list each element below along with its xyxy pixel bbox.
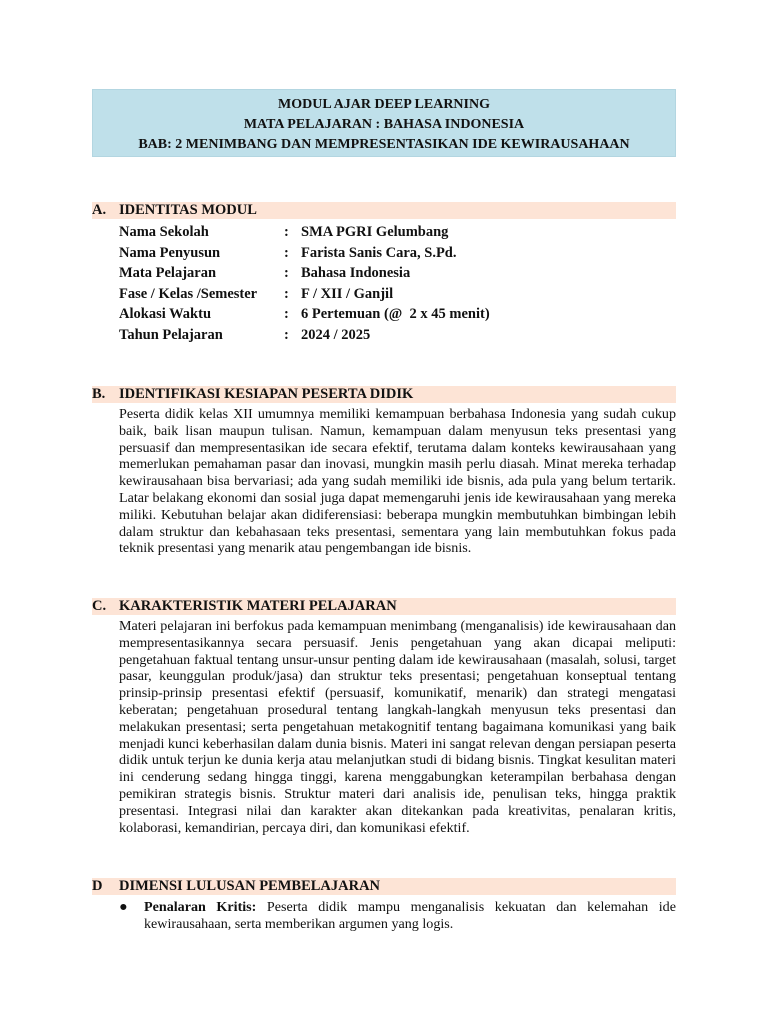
identity-colon: : [284, 326, 289, 343]
identity-value: Farista Sanis Cara, S.Pd. [301, 244, 457, 261]
section-b-letter: B. [92, 386, 106, 402]
identity-value: SMA PGRI Gelumbang [301, 224, 449, 240]
section-a-letter: A. [92, 202, 107, 218]
identity-label: Fase / Kelas /Semester [119, 285, 258, 302]
identity-table [119, 222, 676, 345]
identity-value: F / XII / Ganjil [301, 285, 394, 302]
title-line-chapter: BAB: 2 MENIMBANG DAN MEMPRESENTASIKAN IDE KEWIRAUSAHAAN [138, 137, 630, 152]
identity-row [119, 304, 676, 325]
section-a-heading [92, 202, 676, 219]
identity-label: Nama Penyusun [119, 244, 221, 261]
identity-colon: : [284, 285, 289, 302]
document-title-box [92, 89, 676, 157]
identity-value: 6 Pertemuan (@ 2 x 45 menit) [301, 306, 490, 322]
bullet-term: Penalaran Kritis: [144, 899, 257, 915]
section-d-title: DIMENSI LULUSAN PEMBELAJARAN [119, 878, 381, 894]
identity-value: Bahasa Indonesia [301, 265, 411, 281]
section-b-title: IDENTIFIKASI KESIAPAN PESERTA DIDIK [119, 386, 414, 402]
bullet-text [144, 899, 676, 933]
bullet-description: Peserta didik mampu menganalisis kekuatan dan kelemahan ide kewirausahaan, serta memberikan argumen yang logis. [144, 899, 676, 932]
section-b-heading [92, 386, 676, 403]
section-a-title: IDENTITAS MODUL [119, 202, 257, 218]
section-d-heading [92, 878, 676, 895]
identity-colon: : [284, 224, 289, 240]
title-line-subject: MATA PELAJARAN : BAHASA INDONESIA [243, 117, 525, 132]
section-c-letter: C. [92, 598, 107, 614]
section-b-body: Peserta didik kelas XII umumnya memiliki kemampuan berbahasa Indonesia yang sudah cukup baik, baik lisan maupun tulisan. Namun, kemampuan dalam menyusun teks presentasi yang persuasif dan mempresentasikan ide secara efektif, terutama dalam konteks kewirausahaan yang memerlukan pemahaman pasar dan inovasi, mungkin masih perlu diasah. Minat mereka terhadap kewirausahaan bisa bervariasi; ada yang sudah memiliki ide bisnis, ada pula yang belum tertarik. Latar belakang ekonomi dan sosial juga dapat memengaruhi jenis ide kewirausahaan yang mereka miliki. Kebutuhan belajar akan didiferensiasi: beberapa mungkin membutuhkan bimbingan lebih dalam struktur dan kebahasaan teks presentasi, sementara yang lain membutuhkan fokus pada teknik presentasi yang menarik atau pengembangan ide bisnis. [119, 406, 676, 557]
identity-colon: : [284, 306, 289, 322]
bullet-icon: ● [119, 899, 128, 915]
title-line-module: MODUL AJAR DEEP LEARNING [278, 97, 490, 112]
list-item [119, 899, 676, 933]
identity-label: Alokasi Waktu [119, 306, 212, 322]
section-c-body: Materi pelajaran ini berfokus pada kemampuan menimbang (menganalisis) ide kewirausahaan dan mempresentasikannya secara persuasif. Jenis pengetahuan yang akan dicapai meliputi: pengetahuan faktual tentang unsur-unsur penting dalam ide kewirausahaan (masalah, solusi, target pasar, keunggulan produk/jasa) dan struktur teks presentasi; pengetahuan konseptual tentang prinsip-prinsip presentasi efektif (persuasif, komunikatif, menarik) dan strategi mengatasi keberatan; pengetahuan prosedural tentang langkah-langkah menyusun teks presentasi dan melakukan presentasi; serta pengetahuan metakognitif tentang bagaimana komunikasi yang baik menjadi kunci keberhasilan dalam dunia bisnis. Materi ini sangat relevan dengan persiapan peserta didik untuk terjun ke dunia kerja atau melanjutkan studi di bidang bisnis. Tingkat kesulitan materi ini cenderung sedang hingga tinggi, karena menggabungkan keterampilan berbahasa dengan pemikiran strategis bisnis. Struktur materi dari analisis ide, penulisan teks, hingga praktik presentasi. Integrasi nilai dan karakter akan ditekankan pada kreativitas, penalaran kritis, kolaborasi, kemandirian, percaya diri, dan komunikasi efektif. [119, 618, 676, 836]
section-c-title: KARAKTERISTIK MATERI PELAJARAN [119, 598, 397, 614]
identity-row [119, 222, 676, 243]
identity-row [119, 243, 676, 264]
identity-colon: : [284, 244, 289, 261]
identity-row [119, 263, 676, 284]
identity-label: Nama Sekolah [119, 224, 209, 240]
identity-value: 2024 / 2025 [301, 326, 371, 343]
identity-row [119, 325, 676, 346]
section-c-heading [92, 598, 676, 615]
identity-row [119, 284, 676, 305]
section-d-letter: D [92, 878, 103, 894]
identity-colon: : [284, 265, 289, 281]
identity-label: Tahun Pelajaran [119, 326, 223, 343]
identity-label: Mata Pelajaran [119, 265, 217, 281]
